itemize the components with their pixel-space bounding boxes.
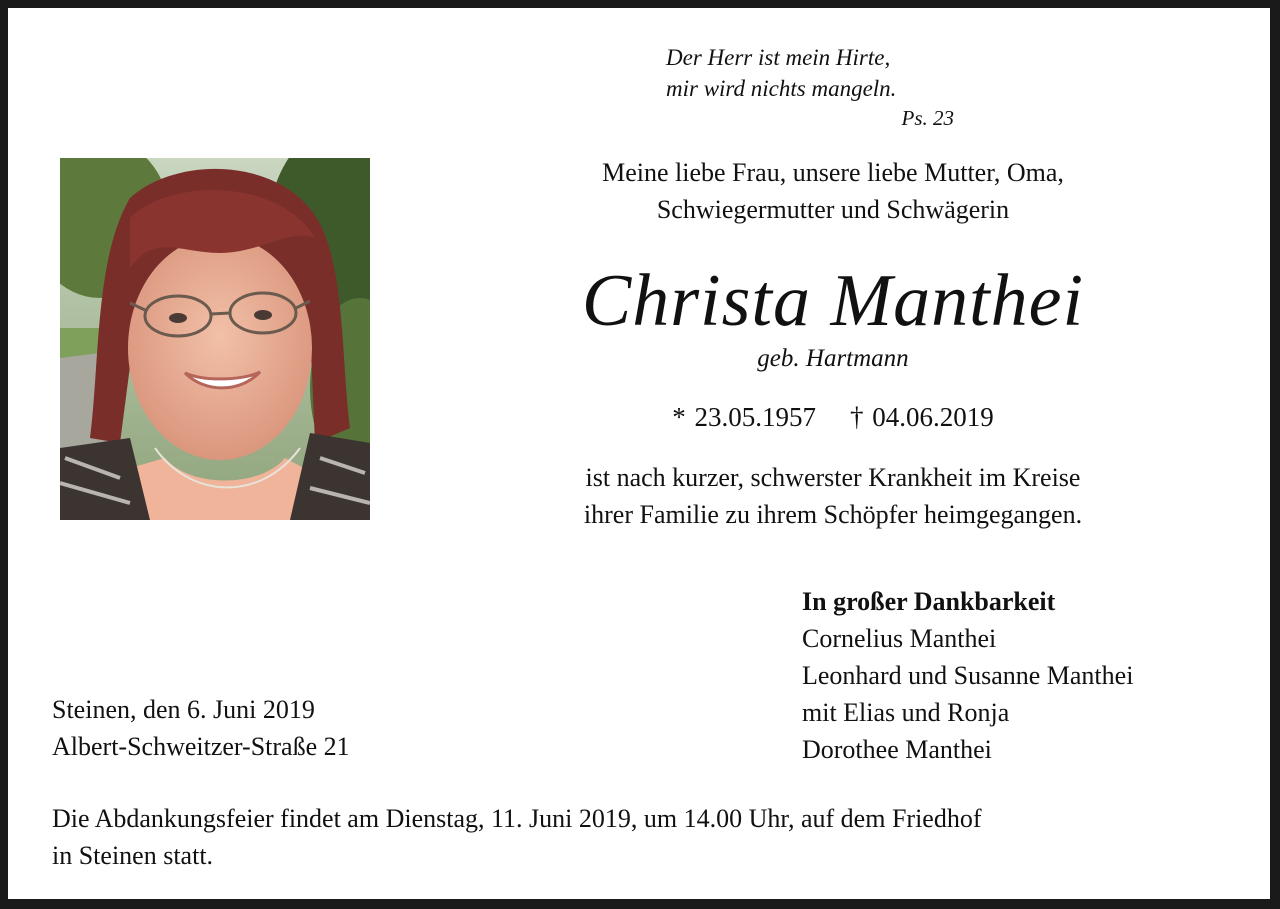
psalm-quote (666, 42, 966, 132)
portrait-illustration (60, 158, 370, 520)
portrait-photo (60, 158, 370, 520)
maiden-name: geb. Hartmann (757, 345, 909, 372)
place-date: Steinen, den 6. Juni 2019 (52, 695, 315, 724)
birth-date: * 23.05.1957 (672, 402, 816, 432)
place-and-address (52, 691, 350, 765)
family-signature (802, 583, 1133, 768)
intro-line-2: Schwiegermutter und Schwägerin (656, 195, 1010, 224)
family-member: Cornelius Manthei (802, 624, 997, 653)
family-member: mit Elias und Ronja (802, 698, 1010, 727)
family-heading: In großer Dankbarkeit (802, 587, 1056, 616)
obituary-card (8, 8, 1270, 899)
psalm-line-2: mir wird nichts mangeln. (666, 76, 897, 101)
funeral-service-notice (52, 800, 1232, 874)
service-line-1: Die Abdankungsfeier findet am Dienstag, 11. Juni 2019, um 14.00 Uhr, auf dem Friedhof (52, 804, 982, 833)
passing-line-1: ist nach kurzer, schwerster Krankheit im Kreise (585, 463, 1081, 492)
passing-line-2: ihrer Familie zu ihrem Schöpfer heimgegangen. (583, 500, 1083, 529)
psalm-reference: Ps. 23 (901, 106, 954, 130)
service-line-2: in Steinen statt. (52, 841, 214, 870)
life-dates (433, 398, 1233, 436)
family-member: Dorothee Manthei (802, 735, 992, 764)
death-date: † 04.06.2019 (850, 402, 994, 432)
family-member: Leonhard und Susanne Manthei (802, 661, 1134, 690)
address: Albert-Schweitzer-Straße 21 (52, 732, 350, 761)
introduction (433, 154, 1233, 228)
intro-line-1: Meine liebe Frau, unsere liebe Mutter, Oma, (602, 158, 1064, 187)
deceased-name: Christa Manthei (581, 260, 1085, 342)
psalm-line-1: Der Herr ist mein Hirte, (666, 45, 891, 70)
passing-statement (433, 459, 1233, 533)
